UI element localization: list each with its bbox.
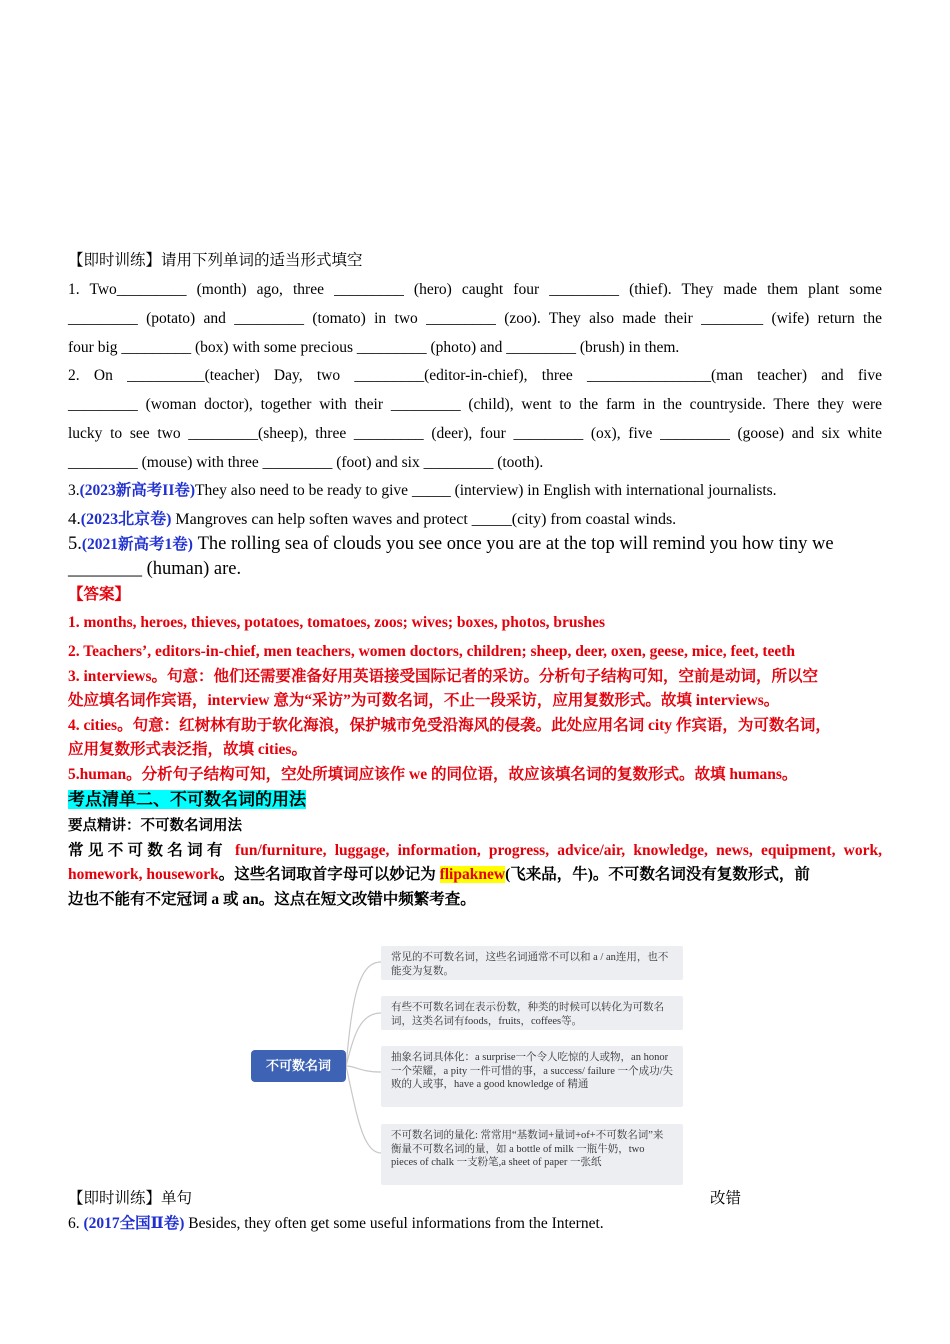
question-2-line-2: _________ (woman doctor), together with their _________ (child), went to the farm in the countryside. There they were xyxy=(68,396,882,413)
answer-2: 2. Teachers’, editors-in-chief, men teachers, women doctors, children; sheep, deer, oxen, geese, mice, feet, teeth xyxy=(68,643,796,660)
uncountable-nouns-list: fun/furniture, luggage, information, progress, advice/air, knowledge, news, equipment, work, xyxy=(235,842,882,859)
question-2-line-3: lucky to see two _________(sheep), three _________ (deer), four _________ (ox), five _________ (goose) and six white xyxy=(68,425,882,442)
mindmap-center-node: 不可数名词 xyxy=(251,1050,346,1082)
question-4-number: 4. xyxy=(68,509,81,528)
question-3-text: They also need to be ready to give _____ (interview) in English with international journalists. xyxy=(195,482,777,499)
answer-3-line-2: 处应填名词作宾语，interview 意为“采访”为可数名词，不止一段采访，应用复数形式。故填 interviews。 xyxy=(68,692,780,709)
question-2-line-1: 2. On __________(teacher) Day, two _________(editor-in-chief), three ________________(man teacher) and five xyxy=(68,367,882,384)
answer-1: 1. months, heroes, thieves, potatoes, tomatoes, zoos; wives; boxes, photos, brushes xyxy=(68,614,606,631)
answer-4-line-1: 4. cities。句意：红树林有助于软化海浪，保护城市免受沿海风的侵袭。此处应用名词 city 作宾语，为可数名词， xyxy=(68,717,831,734)
uncountable-nouns-list-cont: homework, housework xyxy=(68,866,219,883)
question-3-number: 3. xyxy=(68,482,80,499)
paragraph-end: (飞来品，牛)。不可数名词没有复数形式，前 xyxy=(505,866,810,883)
answer-3-line-1: 3. interviews。句意：他们还需要准备好用英语接受国际记者的采访。分析句子结构可知，空前是动词，所以空 xyxy=(68,668,819,685)
answer-5: 5.human。分析句子结构可知，空处所填词应该作 we 的同位语，故应该填名词的复数形式。故填 humans。 xyxy=(68,766,798,783)
question-1-line-3: four big _________ (box) with some precious _________ (photo) and _________ (brush) in them. xyxy=(68,339,680,356)
question-2-line-4: _________ (mouse) with three _________ (foot) and six _________ (tooth). xyxy=(68,454,544,471)
mindmap-node-abstract-nouns: 抽象名词具体化：a surprise一个令人吃惊的人或物，an honor一个荣耀，a pity 一件可惜的事，a success/ failure 一个成功/失败的人或事，have a good knowledge of 精通 xyxy=(381,1046,683,1107)
question-1-line-2: _________ (potato) and _________ (tomato) in two _________ (zoo). They also made their ________ (wife) return the xyxy=(68,310,882,327)
practice-2-heading: 【即时训练】单句 xyxy=(68,1190,193,1207)
mindmap-node-quantification: 不可数名词的量化: 常常用“基数词+量词+of+不可数名词”来衡量不可数名词的量，如 a bottle of milk 一瓶牛奶，two pieces of chalk 一支粉笔,a sheet of paper 一张纸 xyxy=(381,1124,683,1185)
question-6-number: 6. xyxy=(68,1215,84,1232)
section-title: 考点清单二、不可数名词的用法 xyxy=(68,790,306,809)
question-5-line-2: ________ (human) are. xyxy=(68,559,242,579)
section-paragraph-line-3: 边也不能有不定冠词 a 或 an。这点在短文改错中频繁考查。 xyxy=(68,891,476,908)
paragraph-mid: 。这些名词取首字母可以妙记为 xyxy=(218,866,440,883)
answer-4-line-2: 应用复数形式表泛指，故填 cities。 xyxy=(68,741,307,758)
practice-2-heading-right: 改错 xyxy=(710,1190,742,1207)
question-4-text: Mangroves can help soften waves and protect _____(city) from coastal winds. xyxy=(171,511,677,528)
question-3-source: (2023新高考II卷) xyxy=(79,482,196,499)
question-5-source: (2021新高考1卷) xyxy=(81,536,193,553)
mindmap-node-common: 常见的不可数名词，这些名词通常不可以和 a / an连用，也不能变为复数。 xyxy=(381,946,683,980)
question-1-line-1: 1. Two_________ (month) ago, three _________ (hero) caught four _________ (thief). They made them plant some xyxy=(68,281,882,298)
paragraph-prefix: 常见不可数名词有 xyxy=(68,842,236,859)
question-4-source: (2023北京卷) xyxy=(80,511,172,528)
mnemonic-highlight: flipaknew xyxy=(439,866,506,883)
mindmap-node-countable-conversion: 有些不可数名词在表示份数，种类的时候可以转化为可数名词，这类名词有foods，fruits，coffees等。 xyxy=(381,996,683,1030)
question-6-source: (2017全国Ⅱ卷) xyxy=(83,1215,185,1232)
question-6 xyxy=(68,1214,882,1234)
practice-heading: 【即时训练】请用下列单词的适当形式填空 xyxy=(68,252,363,269)
question-6-text: Besides, they often get some useful informations from the Internet. xyxy=(184,1215,604,1232)
question-5-text: The rolling sea of clouds you see once you are at the top will remind you how tiny we xyxy=(192,534,834,554)
section-subtitle: 要点精讲：不可数名词用法 xyxy=(68,818,242,834)
question-5-number: 5. xyxy=(68,534,82,554)
answers-heading: 【答案】 xyxy=(68,586,131,603)
